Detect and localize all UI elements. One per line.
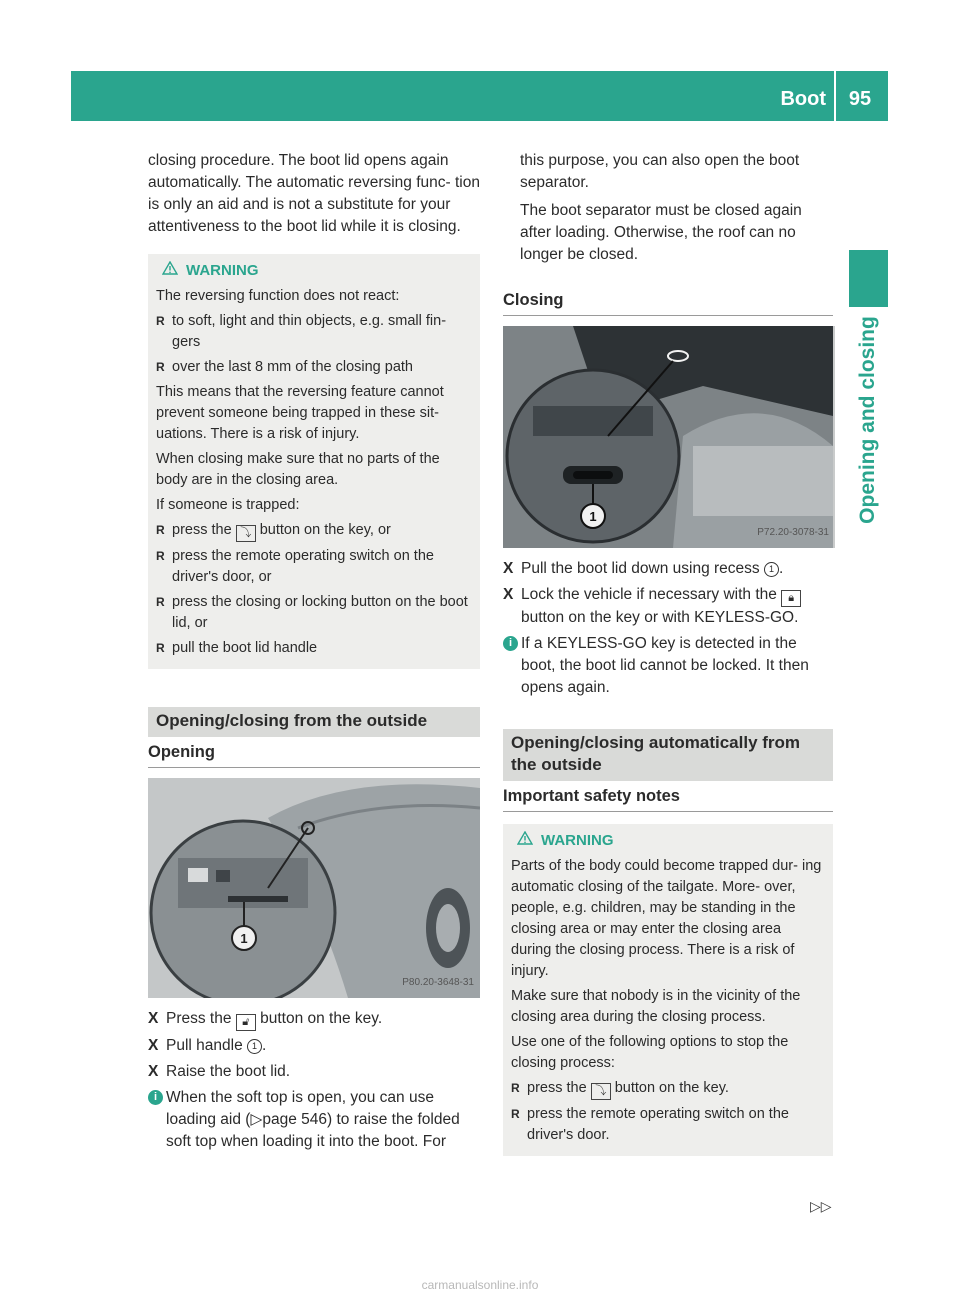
info-icon: i	[503, 636, 518, 651]
intro-paragraph: closing procedure. The boot lid opens again automatically. The automatic reversing func- tion is only an aid and is not a substitute for your attentiveness to the boot lid while it is closing.	[148, 152, 480, 235]
callout-ref: 1	[247, 1039, 262, 1054]
list-item: R press the closing or locking button on the boot lid, or	[156, 594, 468, 631]
closing-photo	[503, 326, 835, 548]
step-item: X Pull handle 1 .	[148, 1037, 267, 1054]
photo-code: P72.20-3078-31	[757, 527, 829, 538]
right-column	[520, 150, 833, 282]
warning-box	[503, 824, 833, 1156]
list-item: R press the ⤵ button on the key, or	[156, 520, 472, 542]
callout-label: 1	[240, 931, 248, 946]
warning-box	[148, 254, 480, 669]
list-item: R to soft, light and thin objects, e.g. small fin- gers	[156, 313, 447, 350]
right-column-main	[503, 285, 833, 1156]
lock-key-icon: 🔒︎	[781, 590, 801, 607]
warning-paragraph: If someone is trapped:	[156, 497, 300, 513]
step-item: X Lock the vehicle if necessary with the 🔒︎ button on the key or with KEYLESS-GO.	[503, 584, 833, 629]
warning-title: WARNING	[186, 262, 259, 279]
warning-header	[156, 260, 472, 282]
warning-title: WARNING	[541, 832, 614, 849]
paragraph: The boot separator must be closed again after loading. Otherwise, the roof can no longer be closed.	[520, 202, 802, 263]
subsection-safety: Important safety notes	[503, 781, 833, 812]
subsection-opening: Opening	[148, 737, 480, 768]
header-divider	[834, 71, 836, 121]
header-bar	[71, 71, 888, 121]
warning-triangle-icon	[517, 830, 535, 852]
callout-label: 1	[589, 509, 597, 524]
section-heading: Opening/closing from the outside	[148, 707, 480, 737]
warning-triangle-icon	[162, 260, 180, 282]
page-number: 95	[848, 88, 872, 110]
callout-ref: 1	[764, 562, 779, 577]
boot-key-icon: ⤵	[591, 1083, 611, 1100]
warning-lead: The reversing function does not react:	[156, 288, 400, 304]
step-item: X Press the 🔓︎ button on the key.	[148, 1008, 480, 1031]
side-tab	[849, 250, 888, 307]
boot-key-icon: ⤵	[236, 525, 256, 542]
warning-paragraph: This means that the reversing feature cannot prevent someone being trapped in these sit- uations. There is a risk of injury.	[156, 384, 444, 442]
section-heading: Opening/closing automatically from the outside	[503, 729, 833, 781]
warning-paragraph: When closing make sure that no parts of the body are in the closing area.	[156, 451, 440, 488]
next-page-marker: ▷▷	[810, 1198, 832, 1214]
list-item: R press the remote operating switch on the driver's door.	[511, 1106, 789, 1143]
list-item: R over the last 8 mm of the closing path	[156, 359, 413, 375]
list-item: R press the ⤵ button on the key.	[511, 1078, 825, 1100]
warning-paragraph: Parts of the body could become trapped dur- ing automatic closing of the tailgate. More- over, people, e.g. children, may be standing in the closing area or may enter the closing area during the closing process. There is a risk of injury.	[511, 858, 822, 979]
subsection-closing: Closing	[503, 285, 833, 316]
step-item: X Pull the boot lid down using recess 1 .	[503, 560, 784, 577]
page-ref-link[interactable]: page 546	[262, 1111, 328, 1128]
header-title: Boot	[780, 88, 826, 110]
warning-paragraph: Make sure that nobody is in the vicinity of the closing area during the closing process.	[511, 988, 801, 1025]
warning-paragraph: Use one of the following options to stop the closing process:	[511, 1034, 789, 1071]
paragraph: this purpose, you can also open the boot separator.	[520, 152, 800, 191]
side-chapter-label: Opening and closing	[856, 316, 879, 524]
unlock-key-icon: 🔓︎	[236, 1014, 256, 1031]
info-note: i When the soft top is open, you can use loading aid (▷page 546) to raise the folded soft top when loading it into the boot. For	[148, 1087, 480, 1153]
list-item: R press the remote operating switch on the driver's door, or	[156, 548, 434, 585]
left-column	[148, 150, 480, 1159]
footer-watermark: carmanualsonline.info	[421, 1278, 539, 1292]
warning-header	[511, 830, 825, 852]
list-item: R pull the boot lid handle	[156, 640, 318, 656]
info-note: i If a KEYLESS-GO key is detected in the boot, the boot lid cannot be locked. It then opens again.	[503, 633, 833, 699]
opening-photo	[148, 778, 480, 998]
page-ref-arrow-icon: ▷	[250, 1111, 263, 1128]
photo-code: P80.20-3648-31	[402, 977, 474, 988]
step-item: X Raise the boot lid.	[148, 1063, 291, 1080]
info-icon: i	[148, 1090, 163, 1105]
